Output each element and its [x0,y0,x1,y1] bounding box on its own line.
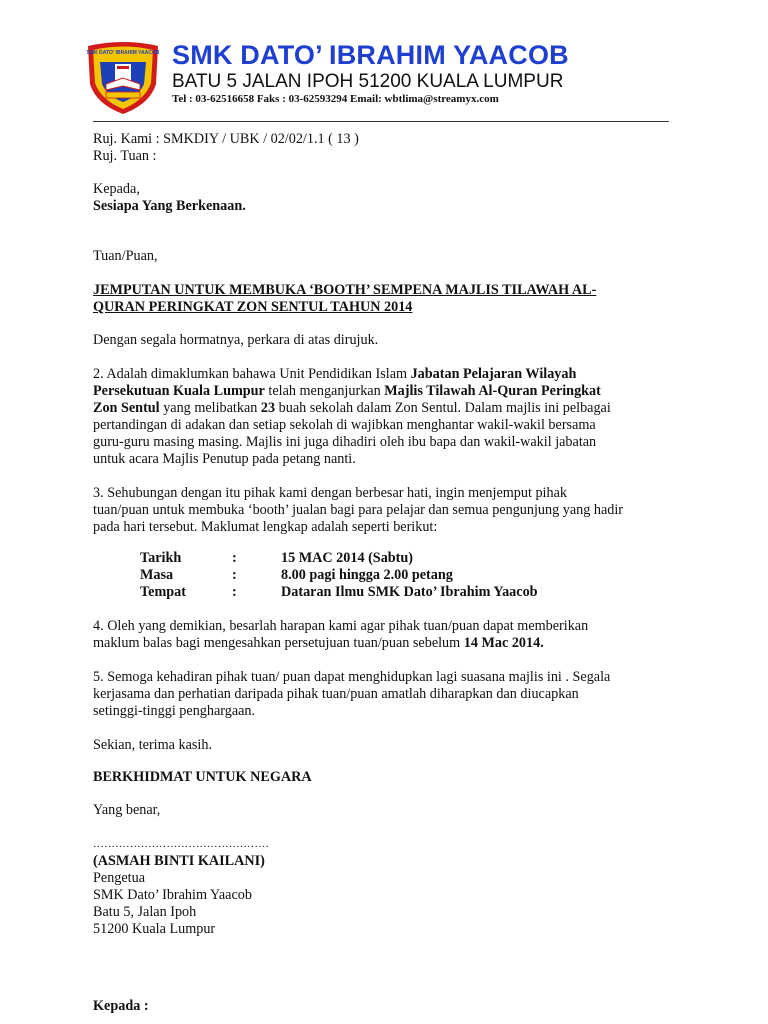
recipient-kepada: Kepada, [93,181,140,197]
detail-label-tarikh: Tarikh [140,550,182,566]
ruj-tuan: Ruj. Tuan : [93,148,157,164]
ruj-kami: Ruj. Kami : SMKDIY / UBK / 02/02/1.1 ( 13 ) [93,131,359,147]
para2-line: Persekutuan Kuala Lumpur telah menganjurkan Majlis Tilawah Al-Quran Peringkat [93,383,601,399]
svg-text:SMK DATO' IBRAHIM YAACOB: SMK DATO' IBRAHIM YAACOB [86,50,160,56]
subject-line-2: QURAN PERINGKAT ZON SENTUL TAHUN 2014 [93,299,413,315]
para5-line: setinggi-tinggi penghargaan. [93,703,256,719]
para4-line: maklum balas bagi mengesahkan persetujuan tuan/puan sebelum 14 Mac 2014. [93,635,544,651]
para2-line: Zon Sentul yang melibatkan 23 buah sekolah dalam Zon Sentul. Dalam majlis ini pelbagai [93,400,611,416]
closing-yang-benar: Yang benar, [93,802,161,818]
para5-line: 5. Semoga kehadiran pihak tuan/ puan dapat menghidupkan lagi suasana majlis ini . Segala [93,669,611,685]
detail-label-tempat: Tempat [140,584,186,600]
para3-line: 3. Sehubungan dengan itu pihak kami dengan berbesar hati, ingin menjemput pihak [93,485,567,501]
subject-line-1: JEMPUTAN UNTUK MEMBUKA ‘BOOTH’ SEMPENA MAJLIS TILAWAH AL- [93,282,597,298]
signatory-school: SMK Dato’ Ibrahim Yaacob [93,887,252,903]
school-crest-logo [84,40,162,116]
signatory-title: Pengetua [93,870,146,886]
detail-separator: : [232,567,237,583]
opening-line: Dengan segala hormatnya, perkara di atas dirujuk. [93,332,379,348]
detail-separator: : [232,584,237,600]
detail-value-tarikh: 15 MAC 2014 (Sabtu) [281,550,414,566]
salutation: Tuan/Puan, [93,248,158,264]
detail-separator: : [232,550,237,566]
detail-label-masa: Masa [140,567,174,583]
footer-kepada: Kepada : [93,998,149,1014]
recipient-name: Sesiapa Yang Berkenaan. [93,198,246,214]
para2-line: pertandingan di adakan dan setiap sekolah di wajibkan menghantar wakil-wakil bersama [93,417,596,433]
para3-line: pada hari tersebut. Maklumat lengkap adalah seperti berikut: [93,519,438,535]
signatory-address-2: 51200 Kuala Lumpur [93,921,216,937]
para3-line: tuan/puan untuk membuka ‘booth’ jualan bagi para pelajar dan semua pengunjung yang hadir [93,502,624,518]
para4-line: 4. Oleh yang demikian, besarlah harapan kami agar pihak tuan/puan dapat memberikan [93,618,589,634]
school-name-heading: SMK DATO’ IBRAHIM YAACOB [172,40,569,70]
closing-motto: BERKHIDMAT UNTUK NEGARA [93,769,312,785]
closing-thanks: Sekian, terima kasih. [93,737,212,753]
signature-line: ………………………………………… [93,838,269,850]
letterhead-divider [93,121,669,122]
school-contact-info: Tel : 03-62516658 Faks : 03-62593294 Email: wbtlima@streamyx.com [172,93,499,105]
para2-line: 2. Adalah dimaklumkan bahawa Unit Pendidikan Islam Jabatan Pelajaran Wilayah [93,366,577,382]
school-address: BATU 5 JALAN IPOH 51200 KUALA LUMPUR [172,71,564,92]
para5-line: kerjasama dan perhatian daripada pihak tuan/puan amatlah diharapkan dan diucapkan [93,686,579,702]
signatory-address-1: Batu 5, Jalan Ipoh [93,904,197,920]
signatory-name: (ASMAH BINTI KAILANI) [93,853,265,869]
detail-value-masa: 8.00 pagi hingga 2.00 petang [281,567,453,583]
para2-line: untuk acara Majlis Penutup pada petang nanti. [93,451,356,467]
detail-value-tempat: Dataran Ilmu SMK Dato’ Ibrahim Yaacob [281,584,538,600]
para2-line: guru-guru masing masing. Majlis ini juga dihadiri oleh ibu bapa dan wakil-wakil jabatan [93,434,597,450]
